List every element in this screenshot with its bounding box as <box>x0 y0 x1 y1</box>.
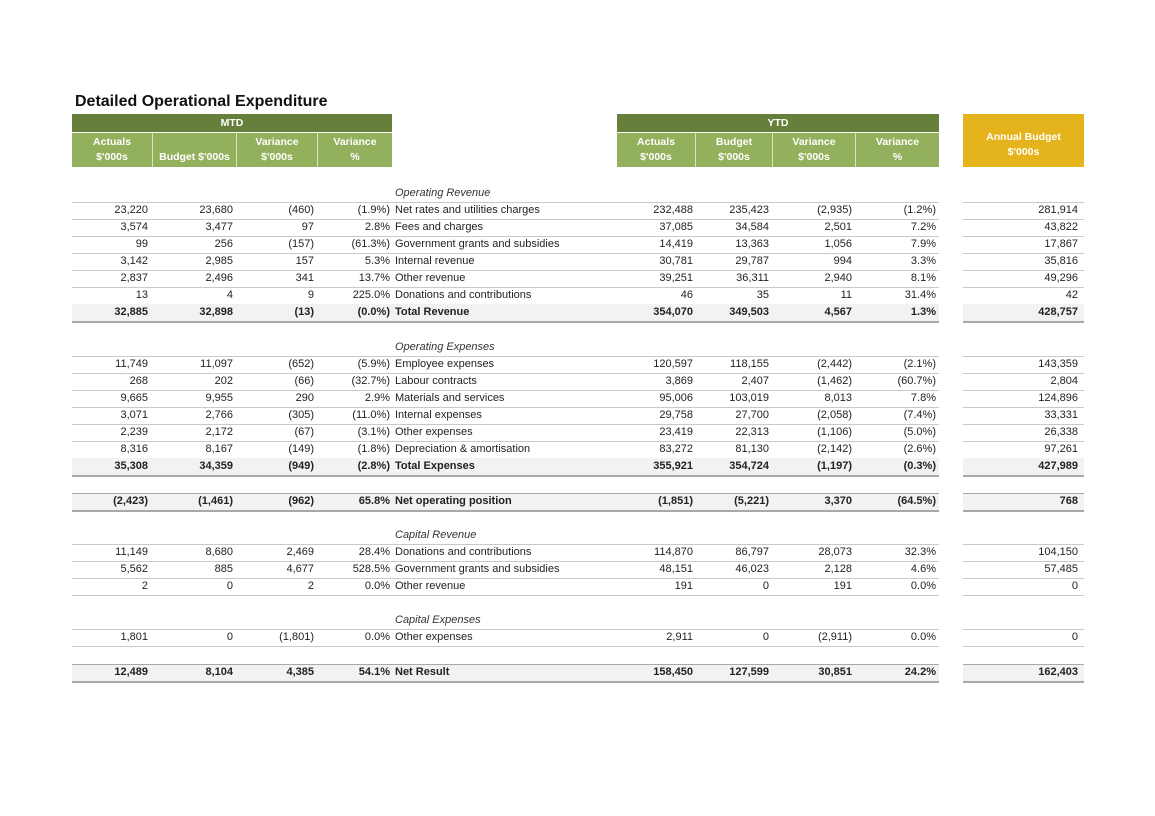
annual-budget: 768 <box>1059 495 1078 507</box>
col-header-line2: $'000s <box>798 151 830 163</box>
annual-budget: 0 <box>1071 580 1078 592</box>
mtd-variance: (13) <box>294 306 314 318</box>
ytd-variance: 2,501 <box>824 221 852 233</box>
ytd-actual: 3,869 <box>665 375 693 387</box>
mtd-actual: 268 <box>129 375 148 387</box>
ytd-budget: 27,700 <box>735 409 769 421</box>
table-row <box>0 561 1155 578</box>
ytd-variance-pct: (7.4%) <box>903 409 936 421</box>
row-divider <box>963 493 1084 494</box>
ytd-actual: 30,781 <box>659 255 693 267</box>
ytd-actual: 48,151 <box>659 563 693 575</box>
mtd-actual: 12,489 <box>114 666 148 678</box>
col-header-line2: % <box>350 151 360 163</box>
mtd-variance-pct: (0.0%) <box>357 306 390 318</box>
row-divider <box>963 664 1084 665</box>
row-divider <box>963 475 1084 477</box>
ytd-budget: 2,407 <box>741 375 769 387</box>
mtd-variance-pct: 5.3% <box>364 255 390 267</box>
row-divider <box>72 493 392 494</box>
ytd-actual: 232,488 <box>653 204 693 216</box>
col-header-line1: Annual Budget <box>986 130 1061 143</box>
row-label: Net rates and utilities charges <box>395 204 540 216</box>
ytd-budget: (5,221) <box>734 495 769 507</box>
ytd-variance: (2,058) <box>817 409 852 421</box>
mtd-variance-pct: (5.9%) <box>357 358 390 370</box>
ytd-variance-pct: 7.2% <box>910 221 936 233</box>
ytd-variance: 2,940 <box>824 272 852 284</box>
mtd-actual: 11,149 <box>115 546 148 558</box>
row-divider <box>392 475 617 477</box>
mtd-actual: 35,308 <box>114 460 148 472</box>
mtd-variance: (652) <box>288 358 314 370</box>
mtd-variance: (149) <box>288 443 314 455</box>
mtd-budget: 256 <box>214 238 233 250</box>
mtd-variance: 157 <box>295 255 314 267</box>
mtd-variance: 9 <box>307 289 314 301</box>
row-divider <box>963 321 1084 323</box>
mtd-variance: 4,677 <box>286 563 314 575</box>
page-title: Detailed Operational Expenditure <box>75 93 328 110</box>
ytd-variance: 2,128 <box>824 563 852 575</box>
section-label: Capital Revenue <box>395 529 477 541</box>
ytd-budget: 349,503 <box>729 306 769 318</box>
ytd-budget: 36,311 <box>736 272 769 284</box>
row-divider <box>617 664 939 665</box>
mtd-variance: 290 <box>295 392 314 404</box>
ytd-col-actuals <box>617 133 696 167</box>
row-label: Net operating position <box>395 495 512 507</box>
mtd-actual: 2,837 <box>120 272 148 284</box>
mtd-actual: 1,801 <box>120 631 148 643</box>
mtd-variance-pct: 225.0% <box>352 289 390 301</box>
mtd-variance-pct: 2.8% <box>364 221 390 233</box>
mtd-variance: (305) <box>288 409 314 421</box>
ytd-variance: (2,442) <box>817 358 852 370</box>
ytd-variance-pct: 3.3% <box>910 255 936 267</box>
col-header-line2: $'000s <box>640 151 672 163</box>
table-row <box>0 390 1155 407</box>
ytd-variance: (2,142) <box>817 443 852 455</box>
row-divider <box>72 646 392 647</box>
ytd-budget: 46,023 <box>735 563 769 575</box>
ytd-variance-pct: (1.2%) <box>903 204 936 216</box>
annual-budget: 0 <box>1071 631 1078 643</box>
ytd-col-variance-pct <box>856 133 939 167</box>
table-row <box>0 629 1155 646</box>
mtd-variance: (460) <box>288 204 314 216</box>
annual-budget-header <box>963 114 1084 167</box>
ytd-variance-pct: (2.6%) <box>903 443 936 455</box>
mtd-actual: 3,142 <box>120 255 148 267</box>
mtd-variance: 2 <box>307 580 314 592</box>
row-divider <box>617 681 939 683</box>
col-header-line2: $'000s <box>1007 145 1040 158</box>
ytd-budget: 81,130 <box>735 443 769 455</box>
ytd-actual: 354,070 <box>653 306 693 318</box>
ytd-actual: 39,251 <box>659 272 693 284</box>
mtd-budget: 2,766 <box>205 409 233 421</box>
annual-budget: 42 <box>1065 289 1078 301</box>
mtd-actual: 9,665 <box>120 392 148 404</box>
ytd-actual: 95,006 <box>659 392 693 404</box>
row-label: Fees and charges <box>395 221 484 233</box>
ytd-actual: 14,419 <box>659 238 693 250</box>
ytd-variance-pct: 0.0% <box>910 580 936 592</box>
mtd-variance: 4,385 <box>286 666 314 678</box>
ytd-budget: 127,599 <box>729 666 769 678</box>
ytd-col-budget <box>696 133 773 167</box>
row-label: Total Expenses <box>395 460 475 472</box>
ytd-col-variance <box>773 133 856 167</box>
ytd-actual: (1,851) <box>658 495 693 507</box>
mtd-variance-pct: 0.0% <box>364 580 390 592</box>
row-divider <box>617 493 939 494</box>
row-divider <box>392 321 617 323</box>
mtd-col-budget <box>153 133 237 167</box>
row-label: Internal revenue <box>395 255 475 267</box>
mtd-actual: 3,071 <box>120 409 148 421</box>
mtd-actual: 8,316 <box>120 443 148 455</box>
row-divider <box>963 510 1084 512</box>
ytd-variance-pct: 8.1% <box>910 272 936 284</box>
col-header-line1: Actuals <box>637 136 675 148</box>
ytd-actual: 158,450 <box>653 666 693 678</box>
row-label: Donations and contributions <box>395 546 532 558</box>
ytd-variance: (1,197) <box>817 460 852 472</box>
annual-budget: 43,822 <box>1044 221 1078 233</box>
col-header-line2: $'000s <box>96 151 128 163</box>
row-divider <box>392 664 617 665</box>
ytd-variance: 28,073 <box>818 546 852 558</box>
row-label: Government grants and subsidies <box>395 563 560 575</box>
ytd-actual: 120,597 <box>653 358 693 370</box>
annual-budget: 143,359 <box>1038 358 1078 370</box>
ytd-variance-pct: (0.3%) <box>903 460 936 472</box>
ytd-budget: 22,313 <box>735 426 769 438</box>
mtd-budget: 0 <box>226 631 233 643</box>
mtd-variance: (962) <box>288 495 314 507</box>
mtd-variance-pct: (32.7%) <box>351 375 390 387</box>
section-label: Operating Expenses <box>395 341 495 353</box>
row-label: Employee expenses <box>395 358 495 370</box>
ytd-budget: 13,363 <box>735 238 769 250</box>
mtd-header: MTD <box>72 114 392 132</box>
total-row <box>0 304 1155 321</box>
row-divider <box>392 681 617 683</box>
mtd-actual: 13 <box>135 289 148 301</box>
ytd-variance: 1,056 <box>824 238 852 250</box>
col-header-line2: Budget $'000s <box>159 151 230 163</box>
ytd-variance: 191 <box>833 580 852 592</box>
row-divider <box>617 646 939 647</box>
mtd-budget: 0 <box>226 580 233 592</box>
ytd-actual: 46 <box>680 289 693 301</box>
table-row <box>0 441 1155 458</box>
annual-budget: 427,989 <box>1038 460 1078 472</box>
ytd-budget: 235,423 <box>729 204 769 216</box>
mtd-budget: 885 <box>214 563 233 575</box>
row-divider <box>963 646 1084 647</box>
mtd-budget: (1,461) <box>198 495 233 507</box>
ytd-budget: 354,724 <box>729 460 769 472</box>
mtd-variance-pct: 65.8% <box>358 495 390 507</box>
section-header-row <box>0 339 1155 356</box>
mtd-variance-pct: (2.8%) <box>357 460 390 472</box>
col-header-line1: Variance <box>792 136 836 148</box>
row-label: Labour contracts <box>395 375 477 387</box>
ytd-budget: 86,797 <box>735 546 769 558</box>
ytd-budget: 29,787 <box>735 255 769 267</box>
ytd-budget: 34,584 <box>735 221 769 233</box>
ytd-actual: 2,911 <box>666 631 693 643</box>
row-divider <box>392 595 617 596</box>
col-header-line1: Variance <box>875 136 920 148</box>
mtd-actual: 2,239 <box>120 426 148 438</box>
annual-budget: 281,914 <box>1038 204 1078 216</box>
mtd-variance-pct: (61.3%) <box>351 238 390 250</box>
mtd-variance-pct: 0.0% <box>364 631 390 643</box>
ytd-variance-pct: 7.9% <box>910 238 936 250</box>
mtd-variance: (1,801) <box>279 631 314 643</box>
table-row <box>0 236 1155 253</box>
ytd-variance-pct: 4.6% <box>910 563 936 575</box>
mtd-variance-pct: (11.0%) <box>352 409 390 421</box>
mtd-budget: 11,097 <box>200 358 233 370</box>
mtd-budget: 34,359 <box>199 460 233 472</box>
col-header-line2: $'000s <box>718 151 750 163</box>
mtd-budget: 3,477 <box>205 221 233 233</box>
row-label: Depreciation & amortisation <box>395 443 531 455</box>
mtd-actual: 3,574 <box>120 221 148 233</box>
total-row <box>0 458 1155 475</box>
row-label: Other expenses <box>395 426 473 438</box>
row-label: Total Revenue <box>395 306 470 318</box>
annual-budget: 97,261 <box>1044 443 1078 455</box>
row-label: Other expenses <box>395 631 473 643</box>
ytd-budget: 0 <box>762 580 769 592</box>
row-divider <box>617 595 939 596</box>
mtd-variance-pct: 54.1% <box>358 666 390 678</box>
ytd-variance-pct: 1.3% <box>910 306 936 318</box>
ytd-actual: 355,921 <box>653 460 693 472</box>
annual-budget: 17,867 <box>1044 238 1078 250</box>
col-header-line1: Actuals <box>93 136 131 148</box>
row-divider <box>617 475 939 477</box>
annual-budget: 26,338 <box>1044 426 1078 438</box>
ytd-variance: 994 <box>833 255 852 267</box>
mtd-budget: 23,680 <box>199 204 233 216</box>
mtd-col-variance <box>237 133 318 167</box>
ytd-variance-pct: (5.0%) <box>903 426 936 438</box>
ytd-variance: (1,106) <box>817 426 852 438</box>
ytd-variance: (2,911) <box>817 631 852 643</box>
annual-budget: 162,403 <box>1038 666 1078 678</box>
mtd-budget: 9,955 <box>205 392 233 404</box>
mtd-variance-pct: (3.1%) <box>357 426 390 438</box>
mtd-budget: 8,680 <box>205 546 233 558</box>
mtd-actual: 5,562 <box>120 563 148 575</box>
mtd-variance: (157) <box>288 238 314 250</box>
table-row <box>0 287 1155 304</box>
col-header-line1: Budget <box>715 136 753 148</box>
mtd-variance: 2,469 <box>286 546 314 558</box>
table-row <box>0 544 1155 561</box>
ytd-variance: (2,935) <box>817 204 852 216</box>
row-label: Government grants and subsidies <box>395 238 560 250</box>
mtd-actual: 2 <box>141 580 148 592</box>
mtd-budget: 2,985 <box>205 255 233 267</box>
ytd-actual: 114,870 <box>654 546 693 558</box>
mtd-budget: 8,104 <box>205 666 233 678</box>
table-row <box>0 253 1155 270</box>
ytd-variance-pct: 24.2% <box>904 666 936 678</box>
table-row <box>0 356 1155 373</box>
mtd-budget: 8,167 <box>205 443 233 455</box>
mtd-actual: 23,220 <box>114 204 148 216</box>
mtd-actual: (2,423) <box>113 495 148 507</box>
mtd-budget: 2,172 <box>205 426 233 438</box>
ytd-actual: 83,272 <box>659 443 693 455</box>
ytd-variance-pct: 32.3% <box>904 546 936 558</box>
ytd-budget: 103,019 <box>729 392 769 404</box>
annual-budget: 124,896 <box>1038 392 1078 404</box>
mtd-variance: (949) <box>288 460 314 472</box>
row-divider <box>72 321 392 323</box>
annual-budget: 428,757 <box>1038 306 1078 318</box>
row-label: Net Result <box>395 666 450 678</box>
ytd-variance: 3,370 <box>824 495 852 507</box>
mtd-actual: 11,749 <box>115 358 148 370</box>
mtd-actual: 32,885 <box>114 306 148 318</box>
table-row <box>0 270 1155 287</box>
row-divider <box>392 510 617 512</box>
section-label: Capital Expenses <box>395 614 481 626</box>
mtd-variance-pct: 28.4% <box>358 546 390 558</box>
ytd-variance-pct: (2.1%) <box>903 358 936 370</box>
row-divider <box>963 681 1084 683</box>
col-header-line1: Variance <box>255 136 299 148</box>
row-label: Other revenue <box>395 272 466 284</box>
section-label: Operating Revenue <box>395 187 491 199</box>
ytd-budget: 118,155 <box>730 358 769 370</box>
table-row <box>0 424 1155 441</box>
mtd-variance-pct: 13.7% <box>358 272 390 284</box>
ytd-variance: 11 <box>840 289 852 301</box>
col-header-line1: Variance <box>333 136 377 148</box>
row-divider <box>72 475 392 477</box>
ytd-variance: (1,462) <box>817 375 852 387</box>
ytd-budget: 35 <box>756 289 769 301</box>
mtd-variance-pct: (1.9%) <box>357 204 390 216</box>
section-header-row <box>0 527 1155 544</box>
ytd-variance: 30,851 <box>818 666 852 678</box>
annual-budget: 2,804 <box>1050 375 1078 387</box>
annual-budget: 57,485 <box>1044 563 1078 575</box>
row-divider <box>72 510 392 512</box>
mtd-actual: 99 <box>135 238 148 250</box>
section-header-row <box>0 612 1155 629</box>
ytd-variance-pct: 7.8% <box>910 392 936 404</box>
ytd-variance-pct: (64.5%) <box>897 495 936 507</box>
mtd-variance: (66) <box>294 375 314 387</box>
table-row <box>0 407 1155 424</box>
mtd-budget: 202 <box>214 375 233 387</box>
ytd-variance-pct: 31.4% <box>904 289 936 301</box>
row-divider <box>963 595 1084 596</box>
annual-budget: 33,331 <box>1044 409 1078 421</box>
mtd-budget: 32,898 <box>199 306 233 318</box>
row-divider <box>72 595 392 596</box>
row-divider <box>617 510 939 512</box>
row-divider <box>392 493 617 494</box>
mtd-variance: (67) <box>294 426 314 438</box>
col-header-line2: $'000s <box>261 151 293 163</box>
ytd-header: YTD <box>617 114 939 132</box>
mtd-budget: 4 <box>226 289 233 301</box>
ytd-actual: 37,085 <box>659 221 693 233</box>
mtd-variance: 97 <box>301 221 314 233</box>
row-divider <box>392 646 617 647</box>
ytd-actual: 23,419 <box>659 426 693 438</box>
total-row <box>0 493 1155 510</box>
table-row <box>0 373 1155 390</box>
mtd-variance-pct: 2.9% <box>364 392 390 404</box>
row-label: Other revenue <box>395 580 466 592</box>
annual-budget: 49,296 <box>1044 272 1078 284</box>
ytd-variance-pct: (60.7%) <box>897 375 936 387</box>
mtd-col-actuals <box>72 133 153 167</box>
table-row <box>0 202 1155 219</box>
table-row <box>0 219 1155 236</box>
col-header-line2: % <box>892 151 903 163</box>
table-row <box>0 578 1155 595</box>
total-row <box>0 664 1155 681</box>
ytd-variance: 8,013 <box>824 392 852 404</box>
ytd-budget: 0 <box>762 631 769 643</box>
row-label: Materials and services <box>395 392 505 404</box>
ytd-variance-pct: 0.0% <box>910 631 936 643</box>
section-header-row <box>0 185 1155 202</box>
ytd-variance: 4,567 <box>824 306 852 318</box>
row-label: Internal expenses <box>395 409 482 421</box>
annual-budget: 35,816 <box>1044 255 1078 267</box>
mtd-col-variance-pct <box>318 133 392 167</box>
row-divider <box>617 321 939 323</box>
mtd-budget: 2,496 <box>205 272 233 284</box>
row-divider <box>72 664 392 665</box>
ytd-actual: 191 <box>674 580 693 592</box>
mtd-variance-pct: (1.8%) <box>357 443 390 455</box>
annual-budget: 104,150 <box>1038 546 1078 558</box>
mtd-variance: 341 <box>295 272 314 284</box>
ytd-actual: 29,758 <box>659 409 693 421</box>
row-divider <box>72 681 392 683</box>
row-label: Donations and contributions <box>395 289 532 301</box>
mtd-variance-pct: 528.5% <box>352 563 390 575</box>
